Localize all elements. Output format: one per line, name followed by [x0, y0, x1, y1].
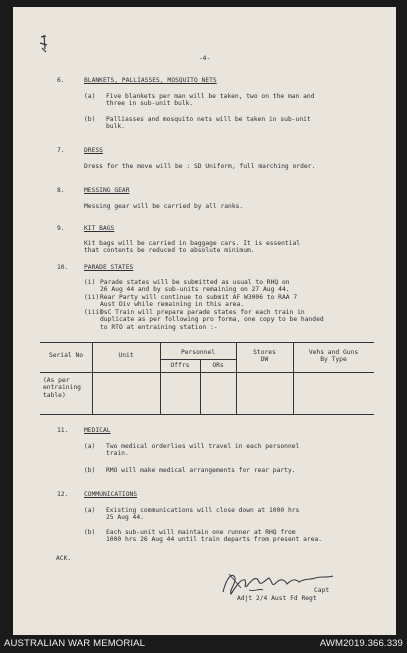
table-row-note: [43, 377, 81, 399]
table-divider: [40, 372, 374, 373]
item-line: 25 Aug 44.: [106, 514, 144, 522]
section-8-text: Messing gear will be carried by all ranks.: [84, 203, 244, 210]
item-line: Each sub-unit will maintain one runner at RHQ from: [106, 529, 296, 536]
item-line: three in sub-unit bulk.: [106, 100, 194, 108]
header-line: Vehs and Guns: [308, 349, 359, 356]
section-9-text: [84, 240, 372, 255]
item-line: Parade states will be submitted as usual to RHQ on: [100, 279, 290, 286]
acknowledge-line: ACK.: [56, 555, 72, 562]
col-personnel-header: Personnel: [180, 349, 216, 356]
section-7-heading: DRESS: [84, 147, 103, 154]
item-label: (a): [84, 443, 96, 450]
col-ors-header: ORs: [212, 362, 224, 369]
section-8-heading: MESSING GEAR: [84, 187, 130, 194]
parade-state-table: [40, 342, 374, 415]
header-line: Stores: [253, 349, 276, 356]
item-line: train.: [106, 450, 129, 458]
page-number: -4-: [198, 54, 211, 62]
signatory-appointment: Adjt 2/4 Aust Fd Regt: [237, 595, 317, 602]
section-6-number: 6.: [57, 77, 65, 84]
col-serial-header: Serial No: [48, 352, 84, 359]
item-label: (ii): [84, 294, 100, 301]
note-line: entraining: [43, 384, 81, 392]
item-line: bulk.: [106, 123, 125, 131]
section-9-number: 9.: [57, 225, 65, 232]
col-vehs-header: [293, 349, 374, 364]
item-label: (b): [84, 529, 96, 536]
item-line: duplicate as per following pro forma, one copy to be handed: [100, 316, 324, 324]
item-label: (iii): [84, 309, 103, 316]
header-line: By Type: [320, 356, 347, 364]
signatory-rank: Capt: [314, 587, 330, 594]
section-11-item-b: [84, 467, 374, 475]
item-label: (b): [84, 116, 96, 123]
item-line: Existing communications will close down at 1000 hrs: [106, 507, 300, 514]
item-label: (i): [84, 279, 96, 286]
section-11-number: 11.: [57, 427, 69, 434]
section-6-heading: BLANKETS, PALLIASSES, MOSQUITO NETS: [84, 77, 217, 84]
document-page: [13, 7, 396, 635]
item-line: to RTO at entraining station :-: [100, 323, 218, 331]
item-label: (a): [84, 507, 96, 514]
col-stores-header: [236, 349, 293, 364]
section-10-item-ii: [84, 294, 374, 310]
section-12-heading: COMMUNICATIONS: [84, 491, 138, 498]
section-10-item-iii: [84, 309, 374, 333]
item-label: (b): [84, 467, 96, 474]
section-10-number: 10.: [57, 264, 69, 271]
item-line: 26 Aug 44 and by sub-units remaining on 27 Aug 44.: [100, 286, 290, 294]
col-offrs-header: Offrs: [170, 362, 190, 369]
item-line: Aust Div while remaining in this area.: [100, 301, 245, 309]
section-12-item-b: [84, 529, 374, 545]
section-6-item-b: [84, 116, 374, 132]
section-11-item-a: [84, 443, 374, 459]
item-line: Two medical orderlies will travel in each personnel: [106, 443, 300, 450]
section-7-number: 7.: [57, 147, 65, 154]
section-10-item-i: [84, 279, 374, 295]
archive-reference: AWM2019.366.339: [319, 638, 403, 649]
text-line: that contents be reduced to absolute minimum.: [84, 247, 255, 255]
item-line: RMO will make medical arrangements for rear party.: [106, 467, 296, 474]
item-line: OsC Train will prepare parade states for each train in: [100, 309, 305, 316]
note-line: (As per: [43, 377, 70, 384]
item-line: 1000 hrs 26 Aug 44 until train departs from present area.: [106, 536, 323, 544]
section-12-item-a: [84, 507, 374, 523]
header-line: DW: [260, 356, 269, 364]
section-10-heading: PARADE STATES: [84, 264, 134, 271]
table-divider: [160, 359, 236, 360]
item-line: Five blankets per man will be taken, two on the man and: [106, 93, 315, 100]
item-line: Rear Party will continue to submit AF W3006 to RAA 7: [100, 294, 298, 301]
section-6-item-a: [84, 93, 374, 109]
section-12-number: 12.: [57, 491, 69, 498]
archive-caption: AUSTRALIAN WAR MEMORIAL: [4, 638, 146, 649]
section-7-text: Dress for the move will be : SD Uniform, full marching order.: [84, 163, 316, 170]
punch-mark-icon: [38, 33, 52, 55]
note-line: table): [43, 391, 66, 399]
item-line: Palliasses and mosquito nets will be taken in sub-unit: [106, 116, 311, 123]
text-line: Kit bags will be carried in baggage cars. It is essential: [84, 240, 301, 247]
item-label: (a): [84, 93, 96, 100]
section-8-number: 8.: [57, 187, 65, 194]
section-11-heading: MEDICAL: [84, 427, 111, 434]
col-unit-header: Unit: [118, 352, 134, 359]
section-9-heading: KIT BAGS: [84, 225, 115, 232]
